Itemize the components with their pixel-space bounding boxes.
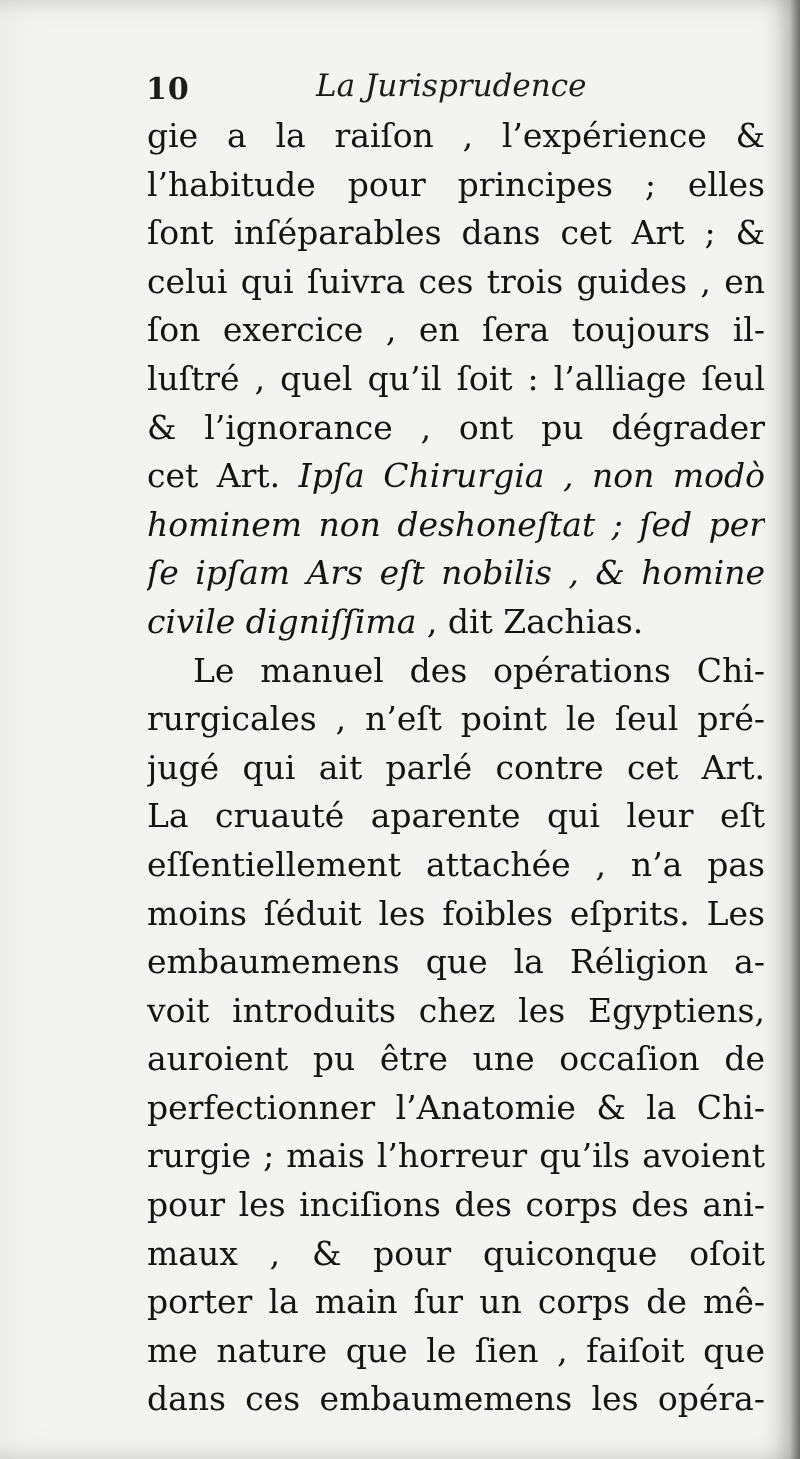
- page-gutter-shadow: [790, 0, 800, 1459]
- text-segment: porter la main ſur un corps de mê-: [147, 1282, 765, 1322]
- italic-text: ſe ipſam Ars eſt nobilis , & homine: [147, 553, 765, 593]
- text-line: [147, 1230, 765, 1279]
- text-line: [147, 306, 765, 355]
- text-line: [147, 647, 765, 696]
- text-segment: me nature que le ſien , faiſoit que: [147, 1330, 765, 1370]
- text-segment: , dit Zachias.: [416, 601, 644, 641]
- italic-text: hominem non deshoneſtat ; ſed per: [147, 504, 765, 544]
- text-segment: embaumemens que la Réligion a-: [147, 942, 765, 982]
- text-segment: jugé qui ait parlé contre cet Art.: [147, 747, 765, 787]
- text-line: [147, 1132, 765, 1181]
- text-segment: pour les inciſions des corps des ani-: [147, 1185, 765, 1225]
- text-segment: voit introduits chez les Egyptiens,: [147, 990, 765, 1030]
- text-line: [147, 452, 765, 501]
- text-segment: ſont inſéparables dans cet Art ; &: [147, 213, 765, 253]
- running-title: La Jurisprudence: [316, 68, 587, 104]
- text-line: [147, 1375, 765, 1424]
- body-text: [147, 112, 765, 1424]
- text-line: [147, 404, 765, 453]
- text-segment: auroient pu être une occaſion de: [147, 1039, 765, 1079]
- text-line: [147, 744, 765, 793]
- text-line: [147, 695, 765, 744]
- text-segment: rurgie ; mais l’horreur qu’ils avoient: [147, 1136, 765, 1176]
- text-line: [147, 501, 765, 550]
- text-segment: gie a la raiſon , l’expérience &: [147, 116, 765, 155]
- running-head: [146, 68, 746, 112]
- text-segment: rurgicales , n’eſt point le ſeul pré-: [147, 699, 765, 739]
- text-segment: cet Art.: [147, 456, 299, 496]
- text-line: [147, 987, 765, 1036]
- text-line: [147, 938, 765, 987]
- text-segment: dans ces embaumemens les opéra-: [147, 1379, 765, 1419]
- text-line: [147, 841, 765, 890]
- text-line: [147, 355, 765, 404]
- text-segment: luſtré , quel qu’il ſoit : l’alliage ſeul: [147, 358, 765, 398]
- text-segment: celui qui ſuivra ces trois guides , en: [147, 261, 765, 301]
- text-line: [147, 1084, 765, 1133]
- page-number: 10: [146, 72, 190, 107]
- text-line: [147, 598, 765, 647]
- text-line: [147, 112, 765, 161]
- text-segment: l’habitude pour principes ; elles: [147, 164, 765, 204]
- text-line: [147, 258, 765, 307]
- italic-text: civile digniſſima: [147, 601, 417, 641]
- text-line: [147, 1181, 765, 1230]
- text-segment: maux , & pour quiconque oſoit: [147, 1233, 765, 1273]
- text-line: [147, 549, 765, 598]
- text-line: [147, 1035, 765, 1084]
- text-segment: La cruauté aparente qui leur eſt: [147, 796, 765, 836]
- text-segment: perfectionner l’Anatomie & la Chi-: [147, 1087, 765, 1127]
- text-line: [147, 209, 765, 258]
- italic-text: Ipſa Chirurgia , non modò: [298, 456, 765, 496]
- text-segment: eſſentiellement attachée , n’a pas: [147, 844, 765, 884]
- text-segment: & l’ignorance , ont pu dégrader: [147, 407, 765, 447]
- text-line: [147, 1278, 765, 1327]
- text-segment: moins ſéduit les foibles eſprits. Les: [147, 893, 765, 933]
- text-line: [147, 1327, 765, 1376]
- text-segment: ſon exercice , en ſera toujours il-: [147, 310, 765, 350]
- text-line: [147, 161, 765, 210]
- text-line: [147, 890, 765, 939]
- text-line: [147, 792, 765, 841]
- text-segment: Le manuel des opérations Chi-: [193, 650, 765, 690]
